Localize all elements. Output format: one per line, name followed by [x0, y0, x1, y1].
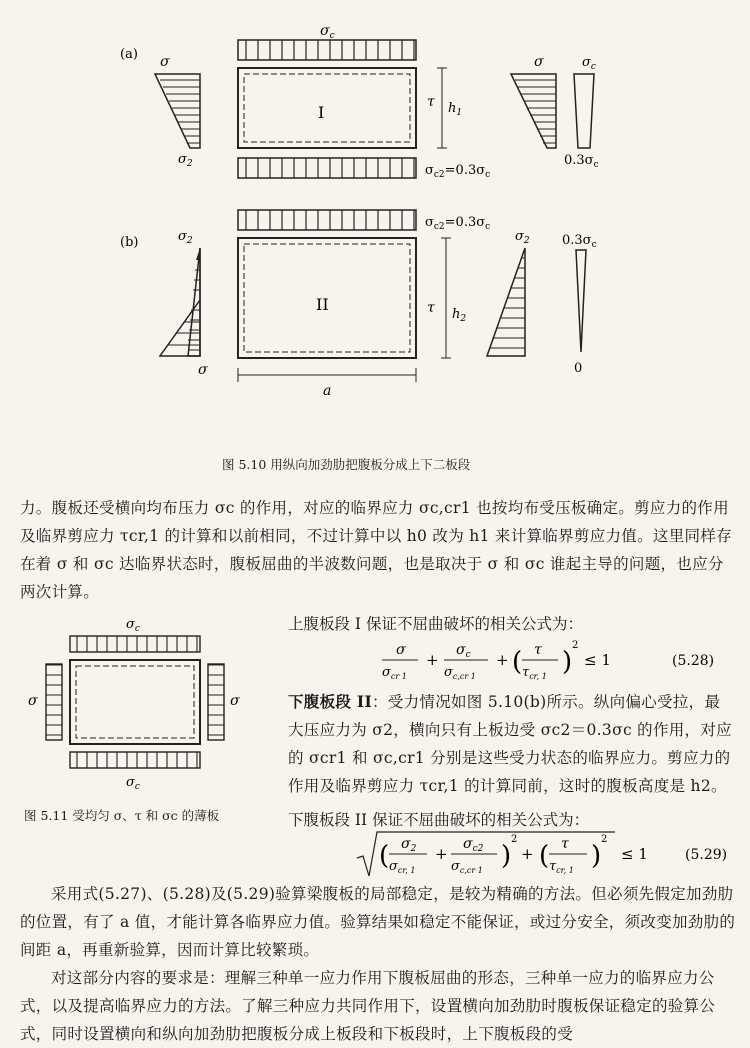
sigma-c2-a: $\sigma_{c2}=0.3\sigma_c$: [425, 163, 491, 180]
svg-text:(: (: [539, 841, 550, 871]
sigma-c-distribution-a: [574, 74, 594, 148]
stress-diagram-left-b: [160, 248, 200, 356]
panel-II-label: II: [316, 295, 329, 314]
svg-text:σc2: $\sigma_{c2}$: [463, 836, 484, 854]
figure-5-11: [22, 610, 252, 810]
svg-text:σcr, 1: $\sigma_{cr, 1}$: [389, 859, 416, 875]
stress-diagram-left-a: [155, 74, 200, 148]
lower-panel-formula-title: 下腹板段 II 保证不屈曲破坏的相关公式为：: [288, 811, 590, 829]
dim-a-label: a: [323, 383, 332, 399]
svg-text:+: +: [496, 651, 509, 669]
sigma-left-a: σ: [160, 54, 170, 70]
svg-text:≤ 1: ≤ 1: [621, 845, 648, 863]
lower-panel-paragraph: [288, 688, 736, 800]
svg-text:σc,cr 1: $\sigma_{c,cr 1}$: [451, 859, 483, 875]
sigma-right-a: σ: [534, 54, 544, 70]
svg-text:τ: τ: [561, 836, 569, 852]
sigma-c-top-a: $\sigma_c$: [320, 23, 335, 41]
sigma-c-top-511: $\sigma_c$: [126, 617, 140, 634]
sigma-c-distribution-b: [576, 250, 586, 352]
paragraph-5: 采用式(5.27)、(5.28)及(5.29)验算梁腹板的局部稳定，是较为精确的方法。但必须先假定加劲肋的位置，有了 a 值，才能计算各临界应力值。验算结果如稳定不能保证，或过分安全，须改变加劲肋的间距 a，再重新验算，因而计算比较繁琐。: [20, 885, 736, 959]
load-bar-top-b: [238, 210, 416, 230]
svg-text:σ2: $\sigma_2$: [401, 836, 417, 854]
svg-text:σcr 1: $\sigma_{cr 1}$: [382, 665, 407, 681]
stress-diagram-right-a: [511, 74, 556, 148]
panel-I-label: I: [318, 103, 325, 122]
svg-text:2: 2: [511, 834, 518, 845]
sigma2-left-a: $\sigma_2$: [178, 152, 193, 169]
label-b: (b): [120, 235, 139, 250]
svg-text:τcr, 1: $\tau_{cr, 1}$: [522, 665, 547, 681]
sigma-c-dist-top-a: $\sigma_c$: [582, 55, 596, 72]
sigma-left-511: σ: [28, 693, 38, 709]
tau-b: τ: [427, 300, 435, 316]
sigma2-right-b: $\sigma_2$: [515, 229, 530, 246]
svg-text:(: (: [512, 647, 523, 677]
figure-5-10-caption: 图 5.10 用纵向加劲肋把腹板分成上下二板段: [222, 457, 471, 472]
figure-5-11-caption: 图 5.11 受均匀 σ、τ 和 σc 的薄板: [24, 808, 220, 823]
svg-text:): ): [501, 841, 512, 871]
svg-text:τcr, 1: $\tau_{cr, 1}$: [549, 859, 574, 875]
svg-text:+: +: [521, 845, 534, 863]
svg-text:σc,cr 1: $\sigma_{c,cr 1}$: [444, 665, 476, 681]
label-a: (a): [120, 47, 138, 62]
point3-sigma-c-b: $0.3\sigma_c$: [562, 233, 597, 250]
lower-panel-heading: 下腹板段 II: [288, 692, 372, 711]
dim-h1: [437, 68, 447, 148]
panel-II: [238, 238, 416, 358]
svg-text:2: 2: [572, 640, 579, 651]
tau-a: τ: [427, 94, 435, 110]
svg-text:σc: $\sigma_c$: [456, 642, 471, 660]
dim-h2: [441, 238, 451, 358]
svg-text:≤ 1: ≤ 1: [584, 651, 611, 669]
sigma-right-511: σ: [230, 693, 240, 709]
equation-5-28-number: (5.28): [672, 653, 715, 669]
equation-5-29: [355, 828, 740, 880]
stress-diagram-right-b: [487, 248, 525, 356]
svg-text:+: +: [435, 845, 448, 863]
svg-text:2: 2: [601, 834, 608, 845]
svg-text:): ): [562, 647, 573, 677]
dim-a: [238, 368, 416, 382]
lower-panel-text: ：受力情况如图 5.10(b)所示。纵向偏心受拉，最大压应力为 σ2，横向只有上板边受 σc2＝0.3σc 的作用，对应的 σcr1 和 σc,cr1 分别是这些受力状态的临界应力。剪应力的作用及临界剪应力 τcr,1 的计算同前，这时的腹板高度是 h2。: [288, 693, 732, 795]
svg-text:+: +: [426, 651, 439, 669]
paragraph-1: 力。腹板还受横向均布压力 σc 的作用，对应的临界应力 σc,cr1 也按均布受压板确定。剪应力的作用及临界剪应力 τcr,1 的计算和以前相同，不过计算中以 h0 改为 h1 来计算临界剪应力值。这里同样存在着 σ 和 σc 达临界状态时，腹板屈曲的半波数问题，也是取决于 σ 和 σc 谁起主导的问题，也应分两次计算。: [20, 499, 732, 601]
figure-5-10: [0, 0, 750, 480]
svg-text:(: (: [379, 841, 390, 871]
sigma-c-bottom-511: $\sigma_c$: [126, 775, 140, 792]
zero-label: 0: [574, 361, 583, 376]
svg-text:τ: τ: [534, 642, 542, 658]
sigma-left-b: σ: [198, 362, 208, 378]
load-bar-top-a: [238, 40, 416, 60]
h1-label: $h_1$: [448, 101, 463, 118]
h2-label: $h_2$: [452, 307, 467, 324]
load-bar-bottom-a: [238, 158, 416, 178]
svg-text:): ): [591, 841, 602, 871]
sigma2-left-b: $\sigma_2$: [178, 229, 193, 246]
upper-panel-formula-title: 上腹板段 I 保证不屈曲破坏的相关公式为：: [288, 615, 583, 633]
sigma-c2-b: $\sigma_{c2}=0.3\sigma_c$: [425, 215, 491, 232]
point3-sigma-c-a: $0.3\sigma_c$: [564, 153, 599, 170]
paragraph-6: 对这部分内容的要求是：理解三种单一应力作用下腹板屈曲的形态，三种单一应力的临界应力公式，以及提高临界应力的方法。了解三种应力共同作用下，设置横向加劲肋时腹板保证稳定的验算公式，同时设置横向和纵向加劲肋把腹板分成上板段和下板段时，上下腹板段的受: [20, 969, 716, 1043]
equation-5-28: [378, 636, 738, 686]
equation-5-29-number: (5.29): [685, 847, 728, 863]
panel-I: [238, 68, 416, 148]
svg-text:σ: σ: [396, 642, 406, 658]
